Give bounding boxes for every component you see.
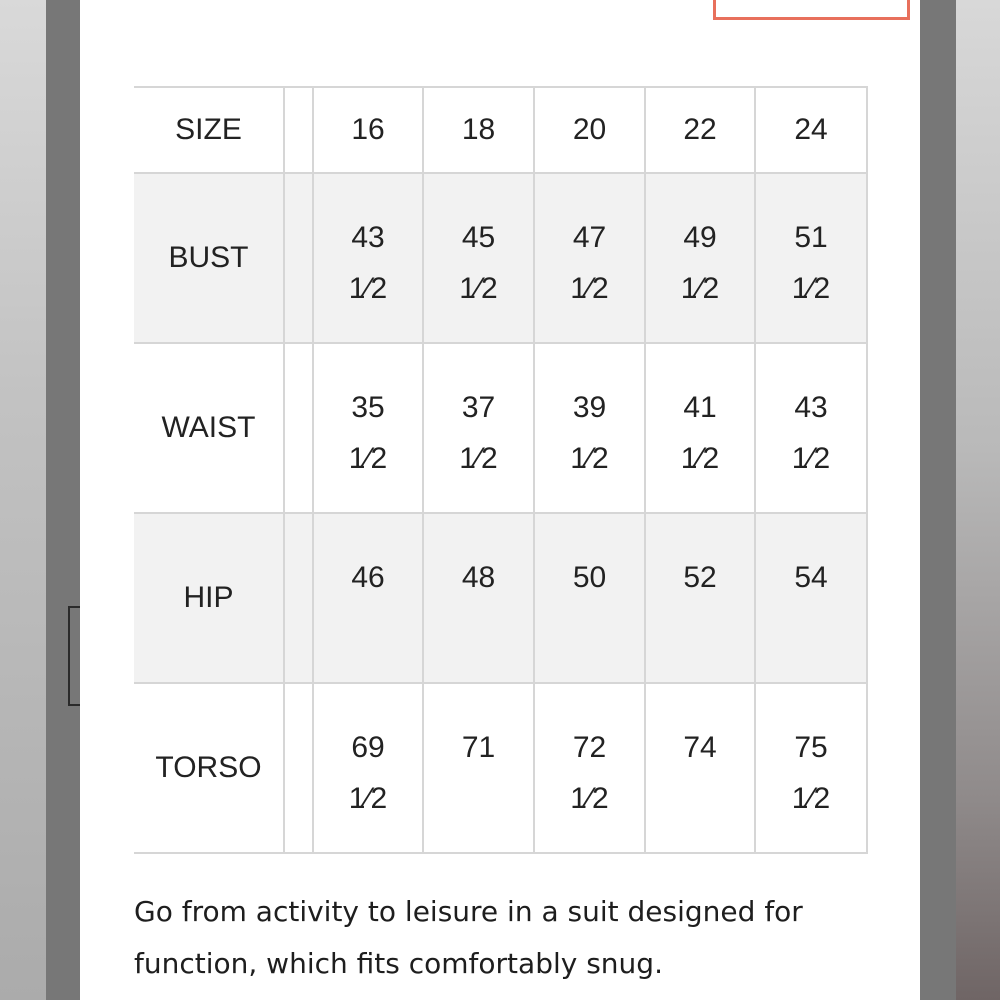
close-button[interactable] <box>713 0 910 20</box>
cell-value: 48 <box>461 561 496 594</box>
cell-fraction: 1⁄2 <box>570 272 609 305</box>
table-cell <box>423 513 534 683</box>
table-cell <box>645 513 755 683</box>
table-cell <box>755 173 867 343</box>
cell-value: 47 <box>572 221 607 254</box>
cell-value: 43 <box>794 391 828 424</box>
size-chart-table <box>134 86 868 854</box>
cell-value: 50 <box>572 561 607 594</box>
cell-fraction: 1⁄2 <box>680 442 720 475</box>
left-background <box>0 0 46 1000</box>
table-header-row <box>134 87 867 173</box>
table-cell <box>423 173 534 343</box>
size-column-header: 24 <box>755 87 867 173</box>
table-cell <box>755 513 867 683</box>
table-cell <box>645 683 755 853</box>
table-row-bust <box>134 173 867 343</box>
cell-fraction: 1⁄2 <box>680 272 720 305</box>
table-row-hip <box>134 513 867 683</box>
table-spacer-cell <box>284 87 313 173</box>
size-column-header: 22 <box>645 87 755 173</box>
cell-value: 54 <box>794 561 828 594</box>
cell-value: 72 <box>572 731 607 764</box>
cell-fraction: 1⁄2 <box>459 442 498 475</box>
cell-value: 35 <box>351 391 385 424</box>
cell-value: 39 <box>572 391 607 424</box>
cell-fraction: 1⁄2 <box>348 782 388 815</box>
cell-fraction: 1⁄2 <box>791 442 831 475</box>
cell-value: 43 <box>351 221 385 254</box>
table-spacer-cell <box>284 173 313 343</box>
table-cell <box>534 343 645 513</box>
right-background <box>956 0 1000 1000</box>
table-cell <box>534 683 645 853</box>
cell-value: 41 <box>683 391 717 424</box>
table-cell <box>313 343 423 513</box>
cell-fraction: 1⁄2 <box>791 272 831 305</box>
table-cell <box>313 513 423 683</box>
cell-fraction: 1⁄2 <box>791 782 831 815</box>
table-cell <box>423 683 534 853</box>
table-cell <box>313 683 423 853</box>
cell-value: 49 <box>683 221 717 254</box>
table-row-waist <box>134 343 867 513</box>
table-spacer-cell <box>284 513 313 683</box>
left-overlay-band <box>46 0 80 1000</box>
cell-value: 69 <box>351 731 385 764</box>
right-overlay-band <box>920 0 956 1000</box>
cell-value: 75 <box>794 731 828 764</box>
table-cell <box>755 683 867 853</box>
table-spacer-cell <box>284 343 313 513</box>
cell-fraction: 1⁄2 <box>348 442 388 475</box>
table-cell <box>645 343 755 513</box>
cell-fraction: 1⁄2 <box>348 272 388 305</box>
cell-value: 52 <box>683 561 717 594</box>
cell-value: 74 <box>683 731 717 764</box>
cell-value: 51 <box>794 221 828 254</box>
cell-value: 37 <box>461 391 496 424</box>
table-cell <box>423 343 534 513</box>
cell-fraction: 1⁄2 <box>459 272 498 305</box>
table-row-torso <box>134 683 867 853</box>
table-spacer-cell <box>284 683 313 853</box>
table-cell <box>645 173 755 343</box>
row-label-hip: HIP <box>134 513 284 683</box>
product-description: Go from activity to leisure in a suit designed for function, which fits comfortably snug. <box>134 895 803 980</box>
table-cell <box>534 513 645 683</box>
row-label-bust: BUST <box>134 173 284 343</box>
size-header-label: SIZE <box>134 87 284 173</box>
table-cell <box>313 173 423 343</box>
row-label-torso: TORSO <box>134 683 284 853</box>
cell-value: 45 <box>461 221 496 254</box>
size-column-header: 18 <box>423 87 534 173</box>
size-column-header: 20 <box>534 87 645 173</box>
cell-value: 71 <box>461 731 496 764</box>
row-label-waist: WAIST <box>134 343 284 513</box>
table-cell <box>755 343 867 513</box>
size-column-header: 16 <box>313 87 423 173</box>
left-edge-tab[interactable] <box>68 606 80 706</box>
cell-fraction: 1⁄2 <box>570 782 609 815</box>
cell-value: 46 <box>351 561 385 594</box>
cell-fraction: 1⁄2 <box>570 442 609 475</box>
table-cell <box>534 173 645 343</box>
